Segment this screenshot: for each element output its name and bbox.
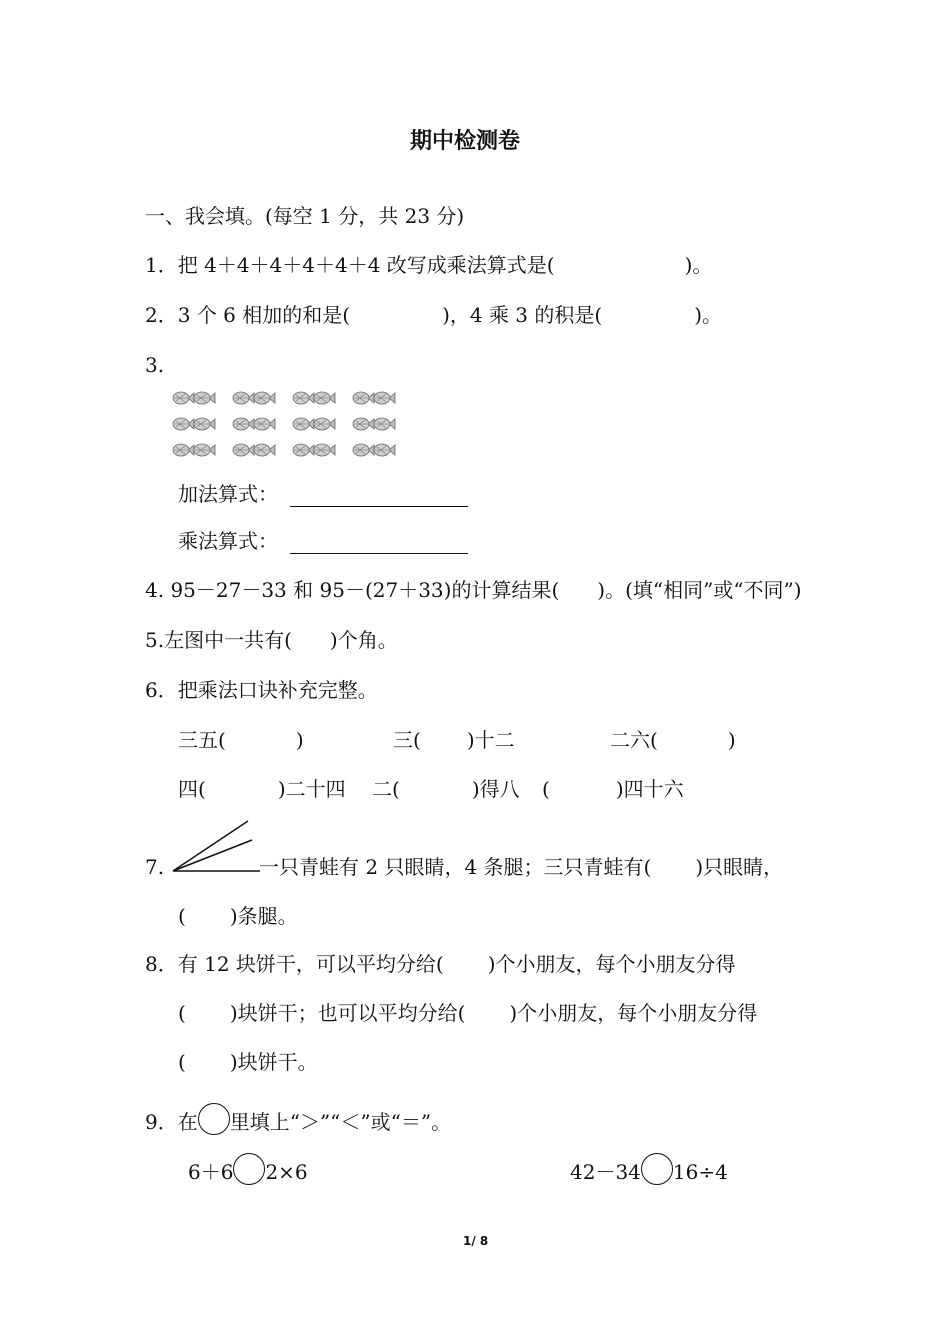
- compare-expression-2: [570, 1153, 728, 1186]
- fish-icon: [233, 392, 254, 404]
- question-text-end: )条腿。: [229, 904, 298, 928]
- multiplication-rhyme-6: [542, 775, 684, 803]
- fish-icon: [254, 392, 275, 404]
- question-text-end: )。: [694, 303, 723, 327]
- rhyme-text: )四十六: [615, 777, 684, 801]
- rhyme-text: 四(: [178, 777, 206, 801]
- section-heading: 一、我会填。(每空 1 分，共 23 分): [145, 204, 465, 228]
- fish-icon: [293, 392, 314, 404]
- fish-icon: [293, 444, 314, 456]
- rhyme-text: ): [295, 728, 304, 752]
- question-8-line-2: [178, 999, 757, 1027]
- multiplication-label: 乘法算式：: [178, 529, 278, 553]
- question-text: (: [178, 1001, 186, 1025]
- fish-icon: [194, 392, 215, 404]
- question-5: [145, 626, 398, 654]
- fish-icon: [293, 418, 314, 430]
- multiplication-rhyme-5: [372, 775, 520, 803]
- multiplication-rhyme-3: [610, 726, 736, 754]
- fish-icon: [233, 444, 254, 456]
- multiplication-rhyme-2: [393, 726, 515, 754]
- fish-icon: [314, 418, 335, 430]
- fish-icon: [173, 418, 194, 430]
- expression-left: 6＋6: [188, 1160, 234, 1184]
- question-7-line-2: [178, 902, 298, 930]
- question-text: 4. 95－27－33 和 95－(27＋33)的计算结果(: [145, 578, 560, 602]
- fish-picture: [172, 386, 412, 464]
- rhyme-text: (: [542, 777, 550, 801]
- multiplication-rhyme-4: [178, 775, 346, 803]
- compare-circle-blank[interactable]: [641, 1153, 673, 1185]
- addition-answer-line[interactable]: [290, 506, 468, 507]
- question-text: 把 4＋4＋4＋4＋4＋4 改写成乘法算式是(: [177, 253, 555, 277]
- expression-right: 16÷4: [672, 1160, 728, 1184]
- question-7-line-1: [259, 853, 783, 881]
- question-2: [145, 301, 722, 329]
- compare-circle-blank[interactable]: [233, 1153, 265, 1185]
- question-text-end: )。(填“相同”或“不同”): [597, 578, 802, 602]
- multiplication-rhyme-1: [178, 726, 304, 754]
- rhyme-text: 二(: [372, 777, 400, 801]
- question-4: [145, 576, 802, 604]
- expression-left: 42－34: [570, 1160, 641, 1184]
- fish-icon: [254, 418, 275, 430]
- expression-right: 2×6: [265, 1160, 308, 1184]
- fish-icon: [353, 418, 374, 430]
- angle-figure: [170, 818, 262, 874]
- fish-icon: [374, 444, 395, 456]
- question-6: [145, 676, 378, 704]
- question-text: )个小朋友，每个小朋友分得: [509, 1001, 758, 1025]
- fish-icon: [374, 418, 395, 430]
- question-text: 5.左图中一共有(: [145, 628, 292, 652]
- page-number: 1/ 8: [463, 1234, 489, 1248]
- question-text: 有 12 块饼干，可以平均分给(: [177, 952, 444, 976]
- question-text: )个小朋友，每个小朋友分得: [487, 952, 736, 976]
- question-text: (: [178, 1050, 186, 1074]
- question-text: 把乘法口诀补充完整。: [177, 678, 378, 702]
- rhyme-text: 二六(: [610, 728, 658, 752]
- rhyme-text: 三五(: [178, 728, 226, 752]
- question-text: 3 个 6 相加的和是(: [177, 303, 351, 327]
- question-text-end: )个角。: [329, 628, 398, 652]
- addition-label: 加法算式：: [178, 482, 278, 506]
- fish-grid: [172, 386, 412, 464]
- question-number: 2．: [145, 303, 178, 327]
- question-text: (: [178, 904, 186, 928]
- fish-icon: [353, 444, 374, 456]
- question-8-line-3: [178, 1048, 318, 1076]
- rhyme-text: 三(: [393, 728, 421, 752]
- fish-icon: [173, 444, 194, 456]
- fish-icon: [194, 418, 215, 430]
- rhyme-text: )二十四: [277, 777, 346, 801]
- fish-icon: [173, 392, 194, 404]
- fish-icon: [314, 444, 335, 456]
- question-number: 6．: [145, 678, 178, 702]
- fish-icon: [353, 392, 374, 404]
- question-number: 1．: [145, 253, 178, 277]
- question-3-number: 3.: [145, 353, 165, 377]
- question-text: )块饼干；也可以平均分给(: [229, 1001, 466, 1025]
- compare-expression-1: [188, 1153, 308, 1186]
- fish-icon: [233, 418, 254, 430]
- question-number: 8．: [145, 952, 178, 976]
- rhyme-text: ): [727, 728, 736, 752]
- rhyme-text: )十二: [466, 728, 515, 752]
- question-text: )只眼睛，: [695, 855, 784, 879]
- question-1: [145, 251, 712, 279]
- multiplication-answer-line[interactable]: [290, 553, 468, 554]
- question-8-line-1: [145, 950, 736, 978]
- fish-icon: [374, 392, 395, 404]
- rhyme-text: )得八: [471, 777, 520, 801]
- question-text: 一只青蛙有 2 只眼睛，4 条腿；三只青蛙有(: [259, 855, 652, 879]
- question-text-end: )。: [684, 253, 713, 277]
- fish-icon: [194, 444, 215, 456]
- question-text-end: )块饼干。: [229, 1050, 318, 1074]
- question-text: )，4 乘 3 的积是(: [442, 303, 603, 327]
- question-7-number: 7.: [145, 855, 165, 879]
- question-number: 9．: [145, 1110, 178, 1134]
- question-text: 在: [177, 1110, 198, 1134]
- compare-circle-icon: [198, 1103, 230, 1135]
- page-title: 期中检测卷: [410, 129, 521, 154]
- fish-icon: [254, 444, 275, 456]
- question-text: 里填上“＞”“＜”或“＝”。: [229, 1110, 452, 1134]
- fish-icon: [314, 392, 335, 404]
- question-9: [145, 1103, 451, 1136]
